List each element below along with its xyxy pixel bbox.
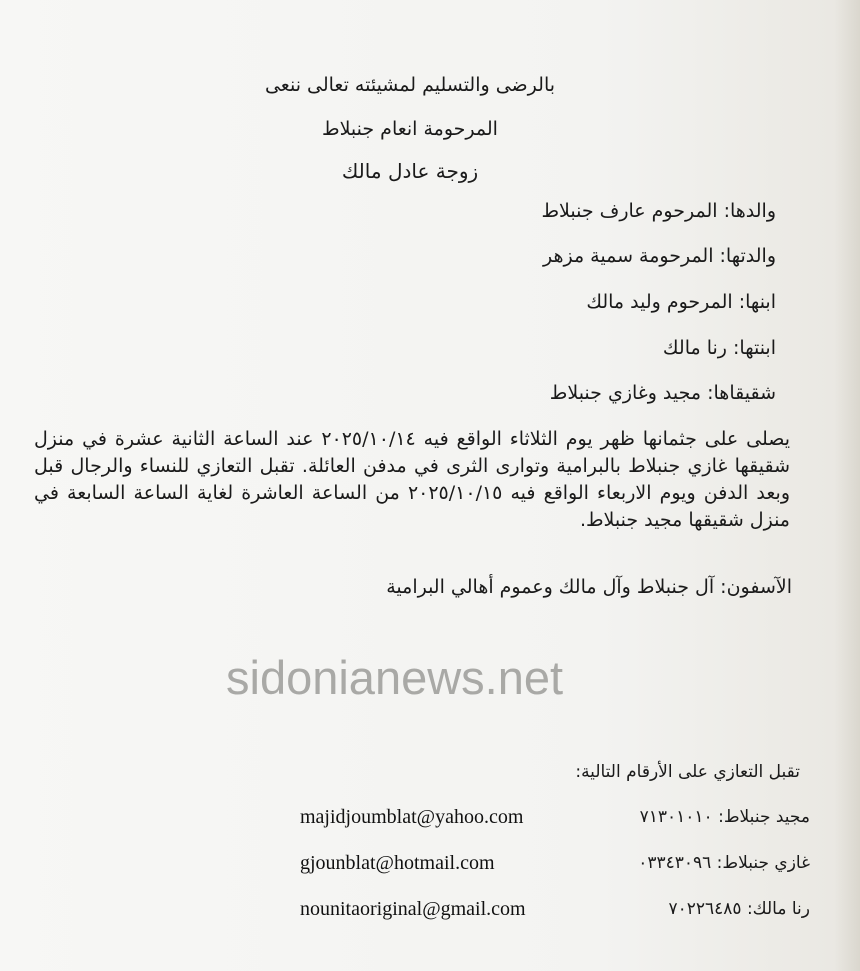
contact-email[interactable]: majidjoumblat@yahoo.com — [300, 805, 524, 828]
mourners-line: الآسفون: آل جنبلاط وآل مالك وعموم أهالي البرامية — [386, 576, 792, 598]
contact-row — [300, 894, 810, 924]
deceased-name: المرحومة انعام جنبلاط — [322, 118, 498, 140]
relative-mother: والدتها: المرحومة سمية مزهر — [542, 245, 776, 267]
paper-edge-shadow — [834, 0, 860, 971]
opening-line: بالرضى والتسليم لمشيئته تعالى ننعى — [264, 74, 556, 96]
spouse-line: زوجة عادل مالك — [341, 159, 479, 183]
funeral-announcement: يصلى على جثمانها ظهر يوم الثلاثاء الواقع فيه ٢٠٢٥/١٠/١٤ عند الساعة الثانية عشرة في منزل شقيقها غازي جنبلاط بالبرامية وتوارى الثرى في مدفن العائلة. تقبل التعازي للنساء والرجال قبل وبعد الدفن ويوم الاربعاء الواقع فيه ٢٠٢٥/١٠/١٥ من الساعة العاشرة لغاية الساعة السابعة في منزل شقيقها مجيد جنبلاط. — [34, 428, 791, 531]
contact-email[interactable]: nounitaoriginal@gmail.com — [300, 897, 526, 920]
contact-row — [300, 848, 810, 878]
contact-name-phone: مجيد جنبلاط: ٧١٣٠١٠١٠ — [639, 807, 810, 827]
contact-name-phone: غازي جنبلاط: ٠٣٣٤٣٠٩٦ — [638, 853, 810, 873]
contact-email[interactable]: gjounblat@hotmail.com — [300, 851, 495, 874]
contact-name-phone: رنا مالك: ٧٠٢٢٦٤٨٥ — [668, 899, 810, 919]
contact-row — [300, 802, 810, 832]
condolences-intro: تقبل التعازي على الأرقام التالية: — [575, 762, 800, 782]
relative-father: والدها: المرحوم عارف جنبلاط — [541, 200, 776, 222]
relative-son: ابنها: المرحوم وليد مالك — [586, 291, 776, 313]
relative-brothers: شقيقاها: مجيد وغازي جنبلاط — [549, 382, 776, 404]
site-watermark: sidonianews.net — [226, 651, 564, 704]
relative-daughter: ابنتها: رنا مالك — [662, 337, 776, 359]
